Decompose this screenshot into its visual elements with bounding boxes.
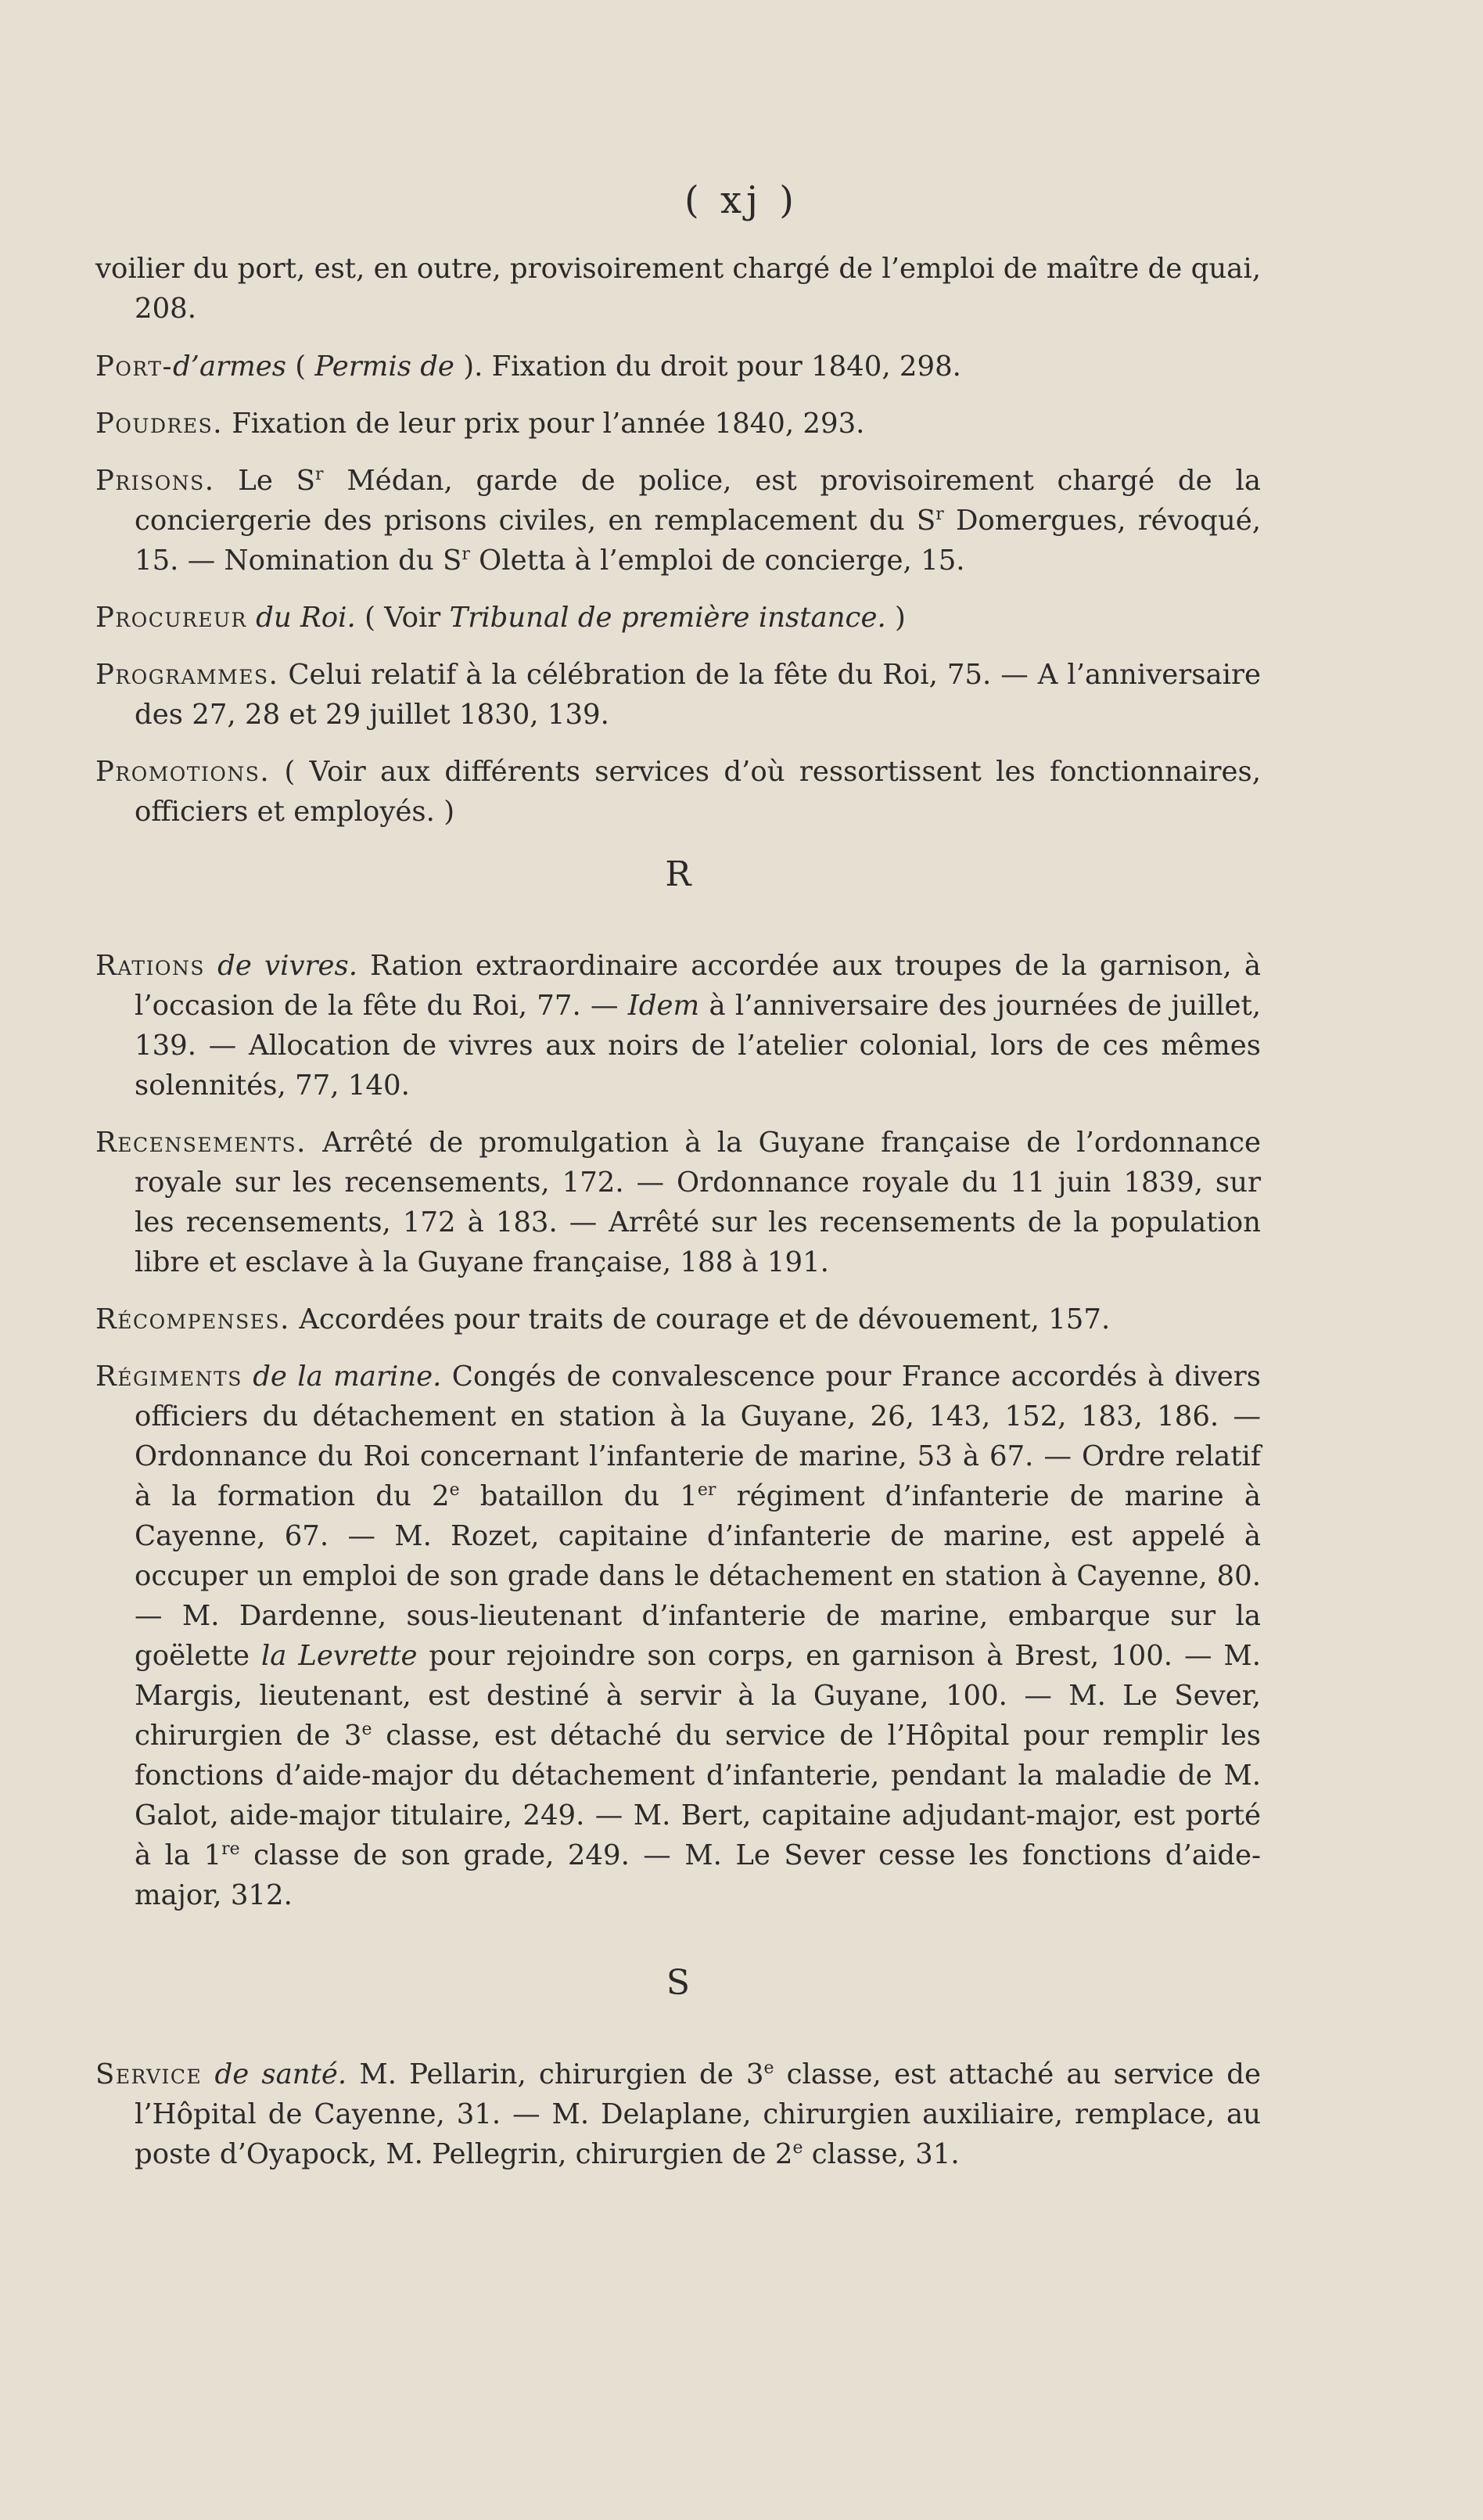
- entry-port-darmes: [95, 347, 1261, 386]
- entry-head: Poudres.: [95, 408, 223, 440]
- entry-italic: Idem: [627, 990, 700, 1022]
- entry-head: Récompenses.: [95, 1303, 290, 1335]
- entry-text: classe, est attaché au service de l’Hôpital de Cayenne, 31. — M. Delaplane, chirurgien auxiliaire, remplace, au poste d’Oyapock, M. Pellegrin, chirurgien de 2: [135, 2058, 1261, 2170]
- entry-programmes: [95, 655, 1261, 735]
- entry-head: Prisons.: [95, 465, 215, 497]
- entry-head-italic: de santé.: [202, 2058, 347, 2090]
- superscript: e: [792, 2138, 803, 2159]
- entry-head: Régiments: [95, 1361, 242, 1393]
- entry-text: pour rejoindre son corps, en garnison à Brest, 100. — M. Margis, lieutenant, est destiné à servir à la Guyane, 100. — M. Le Sever, chirurgien de 3: [135, 1640, 1261, 1752]
- entry-text: classe, 31.: [803, 2138, 960, 2170]
- entry-procureur: [95, 598, 1261, 638]
- index-content: [95, 249, 1261, 2191]
- entry-head: Programmes.: [95, 659, 279, 691]
- entry-head-italic: d’armes: [172, 350, 286, 383]
- superscript: e: [449, 1480, 460, 1501]
- entry-head: Promotions.: [95, 756, 271, 788]
- entry-head-italic: de la marine.: [242, 1361, 442, 1393]
- entry-recompenses: [95, 1300, 1261, 1339]
- superscript: r: [461, 545, 470, 565]
- entry-text: classe de son grade, 249. — M. Le Sever cesse les fonctions d’aide-major, 312.: [135, 1839, 1261, 1911]
- entry-service: [95, 2054, 1261, 2174]
- entry-italic: la Levrette: [260, 1640, 418, 1672]
- entry-head: Recensements.: [95, 1127, 307, 1159]
- superscript: er: [697, 1480, 716, 1501]
- entry-text: ( Voir aux différents services d’où ressortissent les fonctionnaires, officiers et employés. ): [135, 756, 1261, 828]
- entry-text: bataillon du 1: [459, 1480, 698, 1512]
- page-header: ( xj ): [684, 178, 799, 222]
- entry-text: Domergues, révoqué, 15. — Nomination du S: [135, 505, 1261, 577]
- superscript: re: [221, 1839, 240, 1860]
- superscript: r: [935, 505, 944, 525]
- entry-italic: Tribunal de première instance.: [449, 602, 886, 634]
- entry-head: Port-: [95, 350, 173, 383]
- entry-text: Ration extraordinaire accordée aux troupes de la garnison, à l’occasion de la fête du Roi, 77. —: [135, 950, 1261, 1022]
- entry-text: Médan, garde de police, est provisoirement chargé de la conciergerie des prisons civiles, en remplacement du S: [135, 465, 1261, 537]
- entry-head: Rations: [95, 950, 205, 982]
- entry-text: ): [885, 602, 906, 634]
- entry-text: ). Fixation du droit pour 1840, 298.: [454, 350, 961, 383]
- entry-head: Service: [95, 2058, 203, 2090]
- entry-head: Procureur: [95, 602, 247, 634]
- section-letter-r: R: [665, 854, 691, 894]
- entry-text: Arrêté de promulgation à la Guyane française de l’ordonnance royale sur les recensements, 172. — Ordonnance royale du 11 juin 1839, sur les recensements, 172 à 183. — Arrêté sur les recensements de la population libre et esclave à la Guyane française, 188 à 191.: [135, 1127, 1261, 1278]
- entry-text: Congés de convalescence pour France accordés à divers officiers du détachement en station à la Guyane, 26, 143, 152, 183, 186. — Ordonnance du Roi concernant l’infanterie de marine, 53 à 67. — Ordre relatif à la formation du 2: [135, 1361, 1261, 1512]
- entry-prisons: [95, 461, 1261, 581]
- entry-head-italic: du Roi.: [246, 602, 356, 634]
- entry-text: à l’anniversaire des journées de juillet, 139. — Allocation de vivres aux noirs de l’atelier colonial, lors de ces mêmes solennités, 77, 140.: [135, 990, 1262, 1102]
- superscript: e: [763, 2058, 774, 2079]
- superscript: e: [361, 1720, 372, 1740]
- entry-text: ( Voir: [355, 602, 450, 634]
- entry-italic: Permis de: [314, 350, 454, 383]
- entry-text: (: [285, 350, 315, 383]
- superscript: r: [315, 465, 324, 485]
- entry-continuation: voilier du port, est, en outre, provisoirement chargé de l’emploi de maître de quai, 208.: [95, 253, 1261, 325]
- entry-head-italic: de vivres.: [204, 950, 357, 982]
- entry-text: Oletta à l’emploi de concierge, 15.: [469, 545, 965, 577]
- entry-rations: [95, 946, 1261, 1105]
- entry-text: Le S: [214, 465, 315, 497]
- entry-text: Accordées pour traits de courage et de dévouement, 157.: [289, 1303, 1111, 1335]
- entry-text: régiment d’infanterie de marine à Cayenne, 67. — M. Rozet, capitaine d’infanterie de marine, est appelé à occuper un emploi de son grade dans le détachement en station à Cayenne, 80. — M. Dardenne, sous-lieutenant d’infanterie de marine, embarque sur la goëlette: [135, 1480, 1261, 1672]
- entry-poudres: [95, 404, 1261, 444]
- entry-promotions: [95, 752, 1261, 832]
- entry-text: classe, est détaché du service de l’Hôpital pour remplir les fonctions d’aide-major du détachement d’infanterie, pendant la maladie de M. Galot, aide-major titulaire, 249. — M. Bert, capitaine adjudant-major, est porté à la 1: [135, 1720, 1261, 1871]
- section-letter-s: S: [666, 1963, 691, 2003]
- entry-text: M. Pellarin, chirurgien de 3: [347, 2058, 764, 2090]
- entry-text: Celui relatif à la célébration de la fête du Roi, 75. — A l’anniversaire des 27, 28 et 29 juillet 1830, 139.: [135, 659, 1261, 731]
- entry-regiments: [95, 1357, 1261, 1915]
- entry-recensements: [95, 1123, 1261, 1282]
- entry-text: Fixation de leur prix pour l’année 1840, 293.: [222, 408, 865, 440]
